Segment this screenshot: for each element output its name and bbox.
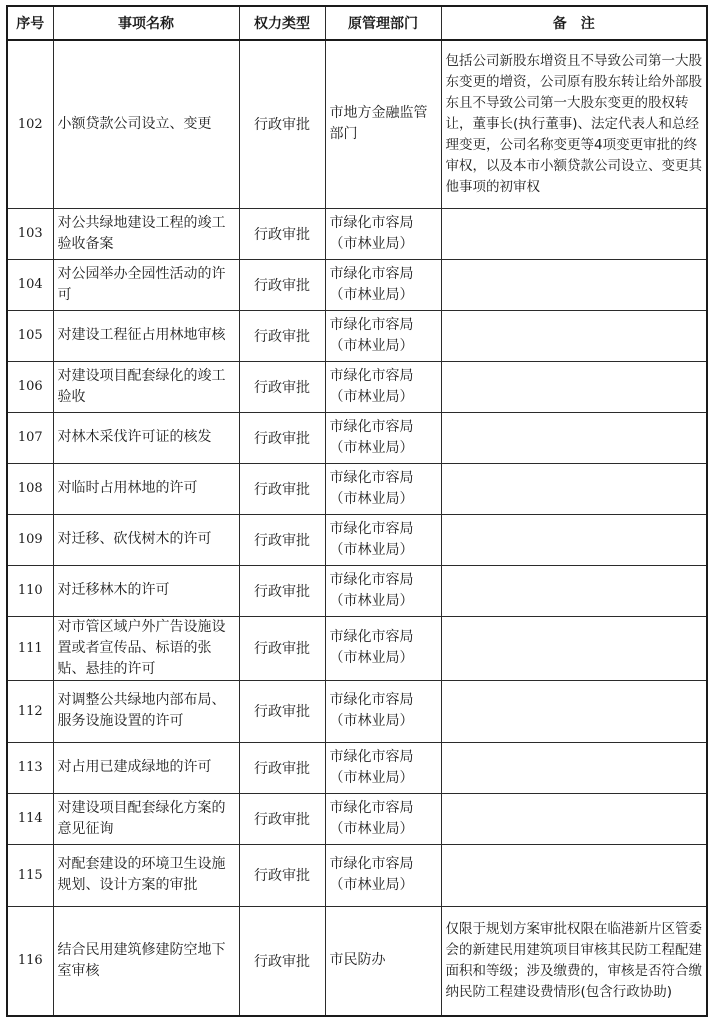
cell-type: 行政审批 xyxy=(239,680,325,742)
cell-dept: 市地方金融监管部门 xyxy=(325,40,441,208)
table-row xyxy=(7,463,707,514)
cell-note xyxy=(441,565,707,616)
cell-type: 行政审批 xyxy=(239,310,325,361)
cell-dept: 市民防办 xyxy=(325,906,441,1016)
table-row xyxy=(7,742,707,793)
cell-name: 对建设项目配套绿化的竣工验收 xyxy=(53,361,239,412)
cell-dept: 市绿化市容局（市林业局） xyxy=(325,463,441,514)
table-row xyxy=(7,616,707,680)
cell-name: 结合民用建筑修建防空地下室审核 xyxy=(53,906,239,1016)
cell-seq: 102 xyxy=(7,40,53,208)
cell-dept: 市绿化市容局（市林业局） xyxy=(325,844,441,906)
table-row xyxy=(7,208,707,259)
cell-dept: 市绿化市容局（市林业局） xyxy=(325,412,441,463)
approval-items-table xyxy=(6,5,708,1017)
table-body xyxy=(7,40,707,1016)
table-row xyxy=(7,40,707,208)
cell-type: 行政审批 xyxy=(239,40,325,208)
cell-name: 对林木采伐许可证的核发 xyxy=(53,412,239,463)
header-type: 权力类型 xyxy=(239,6,325,40)
table-row xyxy=(7,412,707,463)
cell-type: 行政审批 xyxy=(239,208,325,259)
cell-note xyxy=(441,259,707,310)
cell-seq: 115 xyxy=(7,844,53,906)
cell-note xyxy=(441,680,707,742)
cell-type: 行政审批 xyxy=(239,906,325,1016)
cell-seq: 106 xyxy=(7,361,53,412)
cell-note xyxy=(441,310,707,361)
cell-type: 行政审批 xyxy=(239,616,325,680)
cell-dept: 市绿化市容局（市林业局） xyxy=(325,565,441,616)
cell-type: 行政审批 xyxy=(239,844,325,906)
header-seq: 序号 xyxy=(7,6,53,40)
cell-dept: 市绿化市容局（市林业局） xyxy=(325,208,441,259)
cell-seq: 105 xyxy=(7,310,53,361)
cell-note xyxy=(441,361,707,412)
cell-seq: 113 xyxy=(7,742,53,793)
cell-type: 行政审批 xyxy=(239,793,325,844)
cell-seq: 109 xyxy=(7,514,53,565)
cell-name: 对临时占用林地的许可 xyxy=(53,463,239,514)
table-row xyxy=(7,514,707,565)
cell-type: 行政审批 xyxy=(239,259,325,310)
cell-type: 行政审批 xyxy=(239,514,325,565)
cell-dept: 市绿化市容局（市林业局） xyxy=(325,680,441,742)
cell-note xyxy=(441,793,707,844)
table-row xyxy=(7,565,707,616)
cell-type: 行政审批 xyxy=(239,412,325,463)
header-name: 事项名称 xyxy=(53,6,239,40)
cell-seq: 107 xyxy=(7,412,53,463)
cell-type: 行政审批 xyxy=(239,361,325,412)
cell-seq: 104 xyxy=(7,259,53,310)
cell-note: 包括公司新股东增资且不导致公司第一大股东变更的增资，公司原有股东转让给外部股东且不导致公司第一大股东变更的股权转让，董事长(执行董事)、法定代表人和总经理变更，公司名称变更等4项变更审批的终审权，以及本市小额贷款公司设立、变更其他事项的初审权 xyxy=(441,40,707,208)
table-row xyxy=(7,259,707,310)
table-row xyxy=(7,310,707,361)
cell-name: 对迁移、砍伐树木的许可 xyxy=(53,514,239,565)
cell-dept: 市绿化市容局（市林业局） xyxy=(325,793,441,844)
cell-note: 仅限于规划方案审批权限在临港新片区管委会的新建民用建筑项目审核其民防工程配建面积和等级；涉及缴费的，审核是否符合缴纳民防工程建设费情形(包含行政协助) xyxy=(441,906,707,1016)
cell-dept: 市绿化市容局（市林业局） xyxy=(325,361,441,412)
table-header-row xyxy=(7,6,707,40)
cell-seq: 103 xyxy=(7,208,53,259)
cell-name: 对建设工程征占用林地审核 xyxy=(53,310,239,361)
cell-name: 对建设项目配套绿化方案的意见征询 xyxy=(53,793,239,844)
header-dept: 原管理部门 xyxy=(325,6,441,40)
cell-name: 对公共绿地建设工程的竣工验收备案 xyxy=(53,208,239,259)
cell-seq: 116 xyxy=(7,906,53,1016)
cell-note xyxy=(441,742,707,793)
cell-name: 对市管区域户外广告设施设置或者宣传品、标语的张贴、悬挂的许可 xyxy=(53,616,239,680)
cell-name: 对公园举办全园性活动的许可 xyxy=(53,259,239,310)
document-page xyxy=(6,5,706,1017)
cell-seq: 112 xyxy=(7,680,53,742)
cell-seq: 110 xyxy=(7,565,53,616)
table-row xyxy=(7,793,707,844)
cell-note xyxy=(441,463,707,514)
cell-note xyxy=(441,844,707,906)
cell-name: 对配套建设的环境卫生设施规划、设计方案的审批 xyxy=(53,844,239,906)
cell-dept: 市绿化市容局（市林业局） xyxy=(325,514,441,565)
table-row xyxy=(7,361,707,412)
header-note: 备 注 xyxy=(441,6,707,40)
cell-note xyxy=(441,616,707,680)
cell-note xyxy=(441,208,707,259)
cell-note xyxy=(441,412,707,463)
cell-type: 行政审批 xyxy=(239,463,325,514)
cell-type: 行政审批 xyxy=(239,565,325,616)
cell-seq: 108 xyxy=(7,463,53,514)
cell-dept: 市绿化市容局（市林业局） xyxy=(325,259,441,310)
cell-type: 行政审批 xyxy=(239,742,325,793)
cell-name: 对迁移林木的许可 xyxy=(53,565,239,616)
table-row xyxy=(7,680,707,742)
cell-name: 对占用已建成绿地的许可 xyxy=(53,742,239,793)
cell-dept: 市绿化市容局（市林业局） xyxy=(325,742,441,793)
cell-note xyxy=(441,514,707,565)
table-row xyxy=(7,906,707,1016)
cell-dept: 市绿化市容局（市林业局） xyxy=(325,310,441,361)
cell-seq: 111 xyxy=(7,616,53,680)
table-row xyxy=(7,844,707,906)
cell-name: 对调整公共绿地内部布局、服务设施设置的许可 xyxy=(53,680,239,742)
cell-dept: 市绿化市容局（市林业局） xyxy=(325,616,441,680)
cell-name: 小额贷款公司设立、变更 xyxy=(53,40,239,208)
cell-seq: 114 xyxy=(7,793,53,844)
